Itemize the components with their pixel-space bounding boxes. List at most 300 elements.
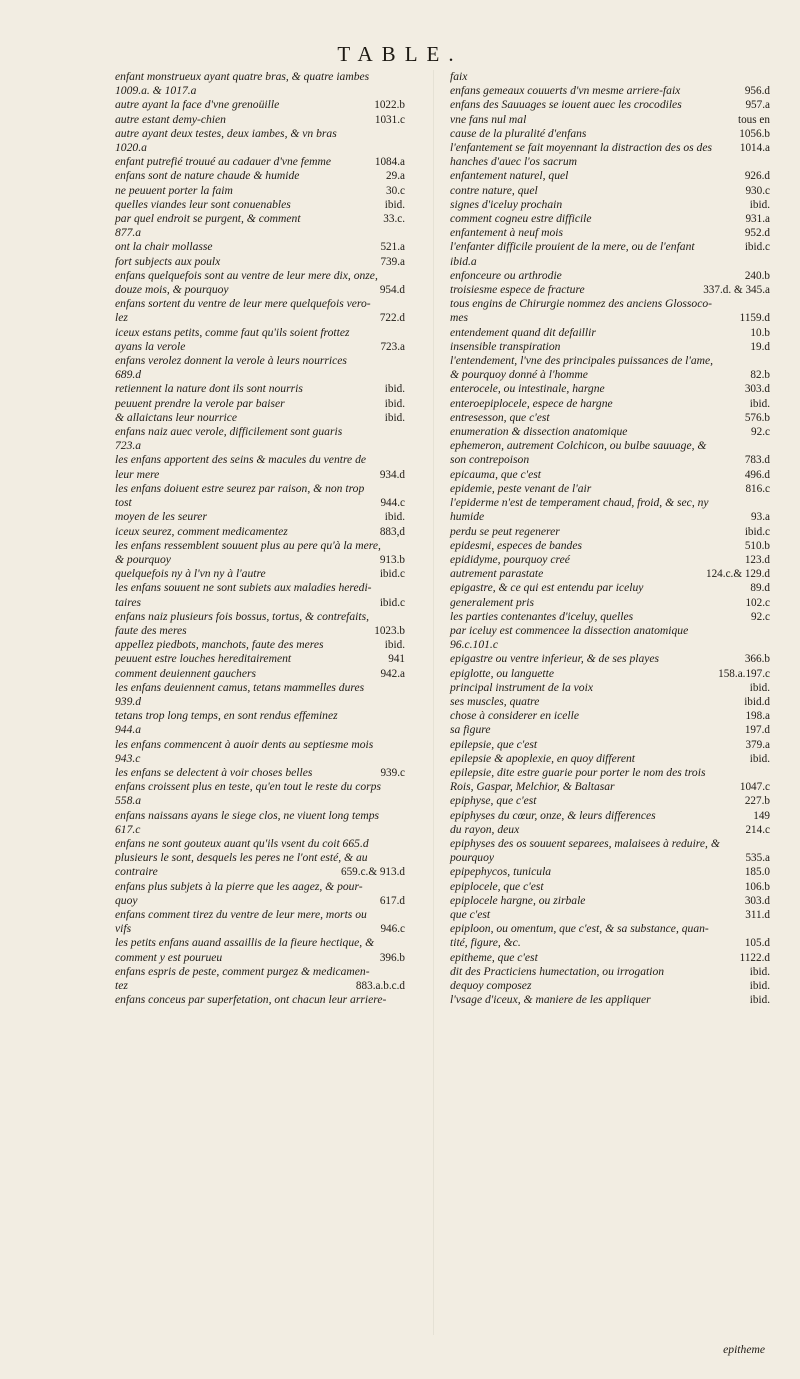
index-entry: [450, 113, 770, 127]
entry-text: comment y est pourueu: [115, 950, 223, 964]
entry-text: comment deuiennent gauchers: [115, 666, 257, 680]
entry-text: que c'est: [450, 907, 491, 921]
index-entry: [450, 738, 770, 752]
index-entry: [450, 169, 770, 183]
entry-text: enterocele, ou intestinale, hargne: [450, 382, 605, 396]
index-entry: [115, 453, 405, 467]
entry-text: appellez piedbots, manchots, faute des meres: [115, 638, 324, 652]
entry-text: du rayon, deux: [450, 822, 520, 836]
entry-text: insensible transpiration: [450, 339, 561, 353]
index-entry: [450, 340, 770, 354]
index-entry: [450, 482, 770, 496]
index-entry: [450, 638, 770, 652]
index-entry: [115, 525, 405, 539]
entry-reference: 82.b: [750, 369, 770, 382]
left-column: [115, 70, 405, 1007]
entry-text: epilepsie, dite estre guarie pour porter le nom des trois: [450, 765, 706, 779]
index-entry: [115, 951, 405, 965]
index-entry: [450, 780, 770, 794]
entry-text: enfans croissent plus en teste, qu'en tout le reste du corps: [115, 780, 381, 794]
index-entry: [450, 453, 770, 467]
entry-reference: 198.a: [745, 710, 770, 723]
entry-reference: 1014.a: [739, 142, 770, 155]
entry-text: tetans trop long temps, en sont rendus effeminez: [115, 709, 338, 723]
entry-reference: ibid.c: [744, 241, 770, 254]
entry-text: les enfans ressemblent souuent plus au pere qu'à la mere,: [115, 538, 381, 552]
entry-reference: 366.b: [744, 653, 770, 666]
index-entry: [115, 596, 405, 610]
index-entry: [115, 326, 405, 340]
entry-text: enfans espris de peste, comment purgez & medicamen-: [115, 964, 370, 978]
entry-text: faix: [450, 70, 468, 83]
entry-text: mes: [450, 311, 469, 325]
entry-text: les enfans doiuent estre seurez par raison, & non trop: [115, 481, 365, 495]
index-entry: [450, 667, 770, 681]
index-entry: [115, 340, 405, 354]
index-entry: [450, 581, 770, 595]
index-entry: [450, 326, 770, 340]
index-entry: [450, 596, 770, 610]
entry-text: fort subjects aux poulx: [115, 254, 221, 268]
entry-text: enfans plus subjets à la pierre que les aagez, & pour-: [115, 879, 363, 893]
entry-text: quelles viandes leur sont conuenables: [115, 197, 291, 211]
entry-text: 689.d: [115, 368, 142, 382]
index-entry: [115, 397, 405, 411]
entry-text: par iceluy est commencee la dissection anatomique: [450, 623, 689, 637]
entry-reference: 946.c: [380, 923, 405, 936]
entry-reference: ibid.: [384, 397, 405, 410]
index-entry: [450, 425, 770, 439]
index-entry: [115, 468, 405, 482]
entry-text: enfans ne sont gouteux auant qu'ils vsent du coit 665.d: [115, 836, 369, 850]
entry-text: quoy: [115, 893, 138, 907]
entry-text: autre ayant deux testes, deux iambes, & vn bras: [115, 126, 337, 140]
index-entry: [450, 496, 770, 510]
index-entry: [115, 439, 405, 453]
entry-reference: 952.d: [744, 227, 770, 240]
entry-text: sa figure: [450, 723, 491, 737]
entry-text: leur mere: [115, 467, 160, 481]
entry-reference: 33.c.: [383, 213, 405, 226]
entry-text: enfans conceus par superfetation, ont chacun leur arriere-: [115, 993, 387, 1007]
entry-text: epiphyses des os souuent separees, malaisees à reduire, &: [450, 836, 720, 850]
entry-reference: 379.a: [745, 738, 770, 751]
index-entry: [115, 766, 405, 780]
entry-reference: 227.b: [744, 795, 770, 808]
index-entry: [450, 411, 770, 425]
entry-reference: 92.c: [751, 610, 770, 623]
entry-text: contraire: [115, 865, 158, 879]
entry-text: & allaictans leur nourrice: [115, 410, 238, 424]
index-entry: [115, 837, 405, 851]
entry-reference: 185.0: [744, 866, 770, 879]
catchword: epitheme: [723, 1343, 765, 1356]
entry-text: ephemeron, autrement Colchicon, ou bulbe sauuage, &: [450, 439, 707, 453]
entry-reference: 1122.d: [739, 951, 770, 964]
index-entry: [450, 141, 770, 155]
entry-reference: 124.c.& 129.d: [705, 568, 770, 581]
entry-reference: 783.d: [744, 454, 770, 467]
entry-text: l'vsage d'iceux, & maniere de les appliquer: [450, 993, 651, 1007]
entry-text: iceux seurez, comment medicamentez: [115, 524, 288, 538]
index-entry: [450, 226, 770, 240]
entry-text: quelquefois ny à l'vn ny à l'autre: [115, 567, 266, 581]
entry-reference: 1022.b: [374, 99, 405, 112]
entry-reference: 510.b: [744, 539, 770, 552]
index-entry: [450, 198, 770, 212]
index-entry: [450, 979, 770, 993]
entry-reference: 1084.a: [374, 156, 405, 169]
index-entry: [450, 894, 770, 908]
entry-text: vifs: [115, 922, 132, 936]
index-entry: [115, 98, 405, 112]
entry-text: l'enfanter difficile prouient de la mere, ou de l'enfant: [450, 240, 695, 254]
entry-reference: 214.c: [745, 823, 770, 836]
index-entry: [115, 113, 405, 127]
entry-text: autrement parastate: [450, 567, 544, 581]
entry-text: contre nature, quel: [450, 183, 538, 197]
index-entry: [115, 482, 405, 496]
entry-text: ses muscles, quatre: [450, 694, 540, 708]
index-entry: [115, 269, 405, 283]
index-entry: [115, 283, 405, 297]
entry-text: enfans naiz auec verole, difficilement sont guaris: [115, 425, 343, 439]
entry-reference: tous en: [737, 113, 770, 126]
entry-reference: 92.c: [751, 426, 770, 439]
index-entry: [115, 198, 405, 212]
entry-text: enfans naissans ayans le siege clos, ne viuent long temps: [115, 808, 380, 822]
entry-text: ne peuuent porter la faim: [115, 183, 233, 197]
entry-text: epiploon, ou omentum, que c'est, & sa substance, quan-: [450, 922, 709, 936]
index-entry: [115, 212, 405, 226]
entry-text: perdu se peut regenerer: [450, 524, 560, 538]
entry-text: 939.d: [115, 694, 142, 708]
entry-text: les enfans souuent ne sont subiets aux maladies heredi-: [115, 581, 372, 595]
entry-reference: 816.c: [745, 482, 770, 495]
index-entry: [450, 539, 770, 553]
index-entry: [115, 809, 405, 823]
index-entry: [115, 681, 405, 695]
entry-reference: 956.d: [744, 85, 770, 98]
index-entry: [450, 652, 770, 666]
index-entry: [450, 567, 770, 581]
index-entry: [115, 652, 405, 666]
entry-text: enteroepiplocele, espece de hargne: [450, 396, 613, 410]
index-entry: [450, 851, 770, 865]
entry-reference: 149: [753, 809, 770, 822]
entry-reference: 930.c: [745, 184, 770, 197]
entry-reference: 10.b: [750, 326, 770, 339]
entry-reference: ibid.: [749, 965, 770, 978]
entry-reference: 106.b: [744, 880, 770, 893]
entry-text: chose à considerer en icelle: [450, 709, 579, 723]
index-entry: [115, 226, 405, 240]
index-entry: [115, 823, 405, 837]
index-entry: [115, 624, 405, 638]
index-entry: [115, 851, 405, 865]
entry-reference: ibid.c: [744, 525, 770, 538]
index-entry: [450, 70, 770, 84]
entry-reference: ibid.c: [379, 596, 405, 609]
entry-text: 943.c: [115, 751, 141, 765]
entry-text: les enfans commencent à auoir dents au septiesme mois: [115, 737, 374, 751]
index-entry: [450, 397, 770, 411]
index-entry: [450, 993, 770, 1007]
entry-text: faute des meres: [115, 623, 187, 637]
index-entry: [450, 382, 770, 396]
index-entry: [115, 610, 405, 624]
entry-reference: 944.c: [380, 497, 405, 510]
entry-text: enfans verolez donnent la verole à leurs nourrices: [115, 354, 347, 368]
index-entry: [450, 240, 770, 254]
entry-reference: 1159.d: [739, 312, 770, 325]
entry-text: epilepsie, que c'est: [450, 737, 538, 751]
index-entry: [115, 382, 405, 396]
index-entry: [115, 70, 405, 84]
index-entry: [115, 667, 405, 681]
index-entry: [115, 880, 405, 894]
entry-text: lez: [115, 311, 128, 325]
entry-reference: 496.d: [744, 468, 770, 481]
entry-reference: ibid.: [384, 411, 405, 424]
entry-text: signes d'iceluy prochain: [450, 197, 563, 211]
entry-reference: 576.b: [744, 411, 770, 424]
entry-reference: 19.d: [750, 340, 770, 353]
index-entry: [115, 993, 405, 1007]
index-entry: [115, 169, 405, 183]
entry-text: les enfans apportent des seins & macules du ventre de: [115, 453, 367, 467]
entry-reference: 29.a: [386, 170, 405, 183]
index-entry: [450, 723, 770, 737]
entry-text: 944.a: [115, 723, 142, 737]
entry-text: enfans sont de nature chaude & humide: [115, 169, 300, 183]
entry-text: enumeration & dissection anatomique: [450, 425, 628, 439]
index-entry: [450, 951, 770, 965]
index-entry: [115, 709, 405, 723]
entry-reference: 957.a: [745, 99, 770, 112]
index-entry: [115, 738, 405, 752]
entry-text: entendement quand dit defaillir: [450, 325, 596, 339]
index-entry: [115, 865, 405, 879]
index-entry: [115, 255, 405, 269]
entry-text: l'enfantement se fait moyennant la distraction des os des: [450, 141, 713, 155]
entry-text: ibid.a: [450, 254, 477, 268]
entry-reference: ibid.c: [379, 568, 405, 581]
entry-text: autre ayant la face d'vne grenoüille: [115, 98, 280, 112]
entry-text: retiennent la nature dont ils sont nourris: [115, 382, 303, 396]
entry-reference: 942.a: [380, 667, 405, 680]
index-entry: [115, 496, 405, 510]
entry-text: plusieurs le sont, desquels les peres ne l'ont esté, & au: [115, 851, 368, 865]
page-title: TABLE.: [337, 42, 463, 66]
entry-reference: 1031.c: [374, 113, 405, 126]
entry-reference: ibid.: [384, 639, 405, 652]
entry-text: iceux estans petits, comme faut qu'ils soient frottez: [115, 325, 350, 339]
index-entry: [115, 780, 405, 794]
entry-text: peuuent estre louches hereditairement: [115, 652, 292, 666]
entry-text: epiplocele, que c'est: [450, 879, 544, 893]
entry-text: tez: [115, 979, 128, 992]
entry-reference: 535.a: [745, 852, 770, 865]
index-entry: [115, 936, 405, 950]
index-entry: [450, 283, 770, 297]
index-entry: [450, 837, 770, 851]
entry-reference: 123.d: [744, 553, 770, 566]
index-entry: [450, 865, 770, 879]
entry-text: tité, figure, &c.: [450, 936, 521, 950]
column-gutter: [433, 70, 434, 1335]
entry-text: 877.a: [115, 226, 142, 240]
entry-text: 1020.a: [115, 141, 147, 155]
entry-reference: 723.a: [380, 340, 405, 353]
entry-text: & pourquoy: [115, 552, 171, 566]
index-entry: [450, 880, 770, 894]
index-entry: [450, 766, 770, 780]
index-entry: [115, 794, 405, 808]
entry-reference: ibid.: [749, 994, 770, 1007]
entry-text: l'entendement, l'vne des principales puissances de l'ame,: [450, 354, 714, 368]
entry-text: taires: [115, 595, 141, 609]
index-entry: [450, 823, 770, 837]
entry-text: enfans gemeaux couuerts d'vn mesme arriere-faix: [450, 84, 681, 98]
entry-text: 617.c: [115, 822, 141, 836]
index-entry: [450, 908, 770, 922]
index-entry: [450, 794, 770, 808]
index-entry: [115, 553, 405, 567]
entry-text: epidesmi, especes de bandes: [450, 538, 582, 552]
entry-reference: 311.d: [745, 908, 770, 921]
index-entry: [450, 525, 770, 539]
entry-text: entresesson, que c'est: [450, 410, 550, 424]
entry-text: enfonceure ou arthrodie: [450, 268, 562, 282]
index-entry: [450, 155, 770, 169]
entry-text: tost: [115, 496, 132, 510]
entry-text: enfans quelquefois sont au ventre de leur mere dix, onze,: [115, 268, 378, 282]
entry-text: enfans sortent du ventre de leur mere quelquefois vero-: [115, 297, 371, 311]
entry-reference: ibid.: [384, 198, 405, 211]
entry-text: epilepsie & apoplexie, en quoy different: [450, 751, 636, 765]
entry-reference: 659.c.& 913.d: [340, 866, 405, 879]
entry-text: epigastre, & ce qui est entendu par iceluy: [450, 581, 644, 595]
index-entry: [450, 297, 770, 311]
entry-reference: 521.a: [380, 241, 405, 254]
index-entry: [115, 723, 405, 737]
entry-text: moyen de les seurer: [115, 510, 207, 524]
entry-text: l'epiderme n'est de temperament chaud, froid, & sec, ny: [450, 496, 709, 510]
entry-text: enfant putrefié trouué au cadauer d'vne femme: [115, 155, 332, 169]
entry-text: pourquoy: [450, 851, 495, 865]
entry-reference: 303.d: [744, 383, 770, 396]
entry-reference: 883,d: [379, 525, 405, 538]
index-entry: [115, 354, 405, 368]
index-entry: [450, 510, 770, 524]
index-entry: [450, 681, 770, 695]
entry-text: epigastre ou ventre inferieur, & de ses playes: [450, 652, 660, 666]
entry-text: son contrepoison: [450, 453, 530, 467]
entry-text: epiplocele hargne, ou zirbale: [450, 893, 586, 907]
entry-reference: 1056.b: [739, 127, 770, 140]
index-entry: [115, 638, 405, 652]
entry-reference: 913.b: [379, 553, 405, 566]
entry-text: dequoy composez: [450, 979, 532, 992]
entry-text: 1009.a. & 1017.a: [115, 84, 197, 98]
entry-reference: 934.d: [379, 468, 405, 481]
index-entry: [450, 752, 770, 766]
entry-text: ont la chair mollasse: [115, 240, 213, 254]
index-entry: [450, 922, 770, 936]
index-entry: [450, 468, 770, 482]
index-entry: [115, 894, 405, 908]
entry-text: generalement pris: [450, 595, 535, 609]
entry-text: troisiesme espece de fracture: [450, 283, 585, 297]
entry-reference: 1047.c: [739, 781, 770, 794]
index-entry: [115, 510, 405, 524]
entry-reference: 105.d: [744, 937, 770, 950]
entry-reference: 303.d: [744, 894, 770, 907]
entry-text: enfans des Sauuages se iouent auec les crocodiles: [450, 98, 682, 112]
entry-text: les parties contenantes d'iceluy, quelles: [450, 609, 634, 623]
index-entry: [450, 311, 770, 325]
entry-text: enfans naiz plusieurs fois bossus, tortus, & contrefaits,: [115, 609, 370, 623]
entry-reference: ibid.: [384, 511, 405, 524]
index-entry: [115, 581, 405, 595]
entry-text: principal instrument de la voix: [450, 680, 593, 694]
entry-text: humide: [450, 510, 485, 524]
entry-reference: ibid.d: [744, 695, 770, 708]
index-entry: [115, 127, 405, 141]
entry-text: & pourquoy donné à l'homme: [450, 368, 588, 382]
entry-text: enfantement naturel, quel: [450, 169, 569, 183]
entry-text: les enfans deuiennent camus, tetans mammelles dures: [115, 680, 365, 694]
entry-reference: ibid.: [749, 397, 770, 410]
index-entry: [115, 908, 405, 922]
index-entry: [450, 553, 770, 567]
entry-text: epipephycos, tunicula: [450, 865, 552, 879]
entry-reference: 926.d: [744, 170, 770, 183]
entry-reference: ibid.: [749, 198, 770, 211]
entry-text: autre estant demy-chien: [115, 112, 226, 126]
entry-reference: ibid.: [749, 980, 770, 992]
index-entry: [115, 297, 405, 311]
entry-reference: 954.d: [379, 284, 405, 297]
index-entry: [450, 212, 770, 226]
entry-text: dit des Practiciens humectation, ou irrogation: [450, 964, 665, 978]
index-entry: [450, 255, 770, 269]
index-entry: [115, 425, 405, 439]
index-entry: [115, 567, 405, 581]
entry-text: les petits enfans auand assaillis de la fieure hectique, &: [115, 936, 375, 950]
index-entry: [450, 127, 770, 141]
entry-reference: 30.c: [386, 184, 405, 197]
index-entry: [115, 965, 405, 979]
entry-reference: 89.d: [750, 582, 770, 595]
entry-reference: 941: [388, 653, 405, 666]
entry-text: hanches d'auec l'os sacrum: [450, 155, 577, 169]
entry-reference: 722.d: [379, 312, 405, 325]
entry-reference: 240.b: [744, 269, 770, 282]
entry-text: epiphyse, que c'est: [450, 794, 537, 808]
entry-text: cause de la pluralité d'enfans: [450, 126, 587, 140]
entry-reference: 396.b: [379, 951, 405, 964]
entry-text: peuuent prendre la verole par baiser: [115, 396, 285, 410]
index-entry: [115, 695, 405, 709]
entry-reference: 883.a.b.c.d: [355, 980, 405, 992]
entry-text: vne fans nul mal: [450, 112, 527, 126]
entry-reference: 617.d: [379, 894, 405, 907]
index-entry: [115, 411, 405, 425]
right-column: [450, 70, 770, 1007]
entry-reference: 939.c: [380, 766, 405, 779]
